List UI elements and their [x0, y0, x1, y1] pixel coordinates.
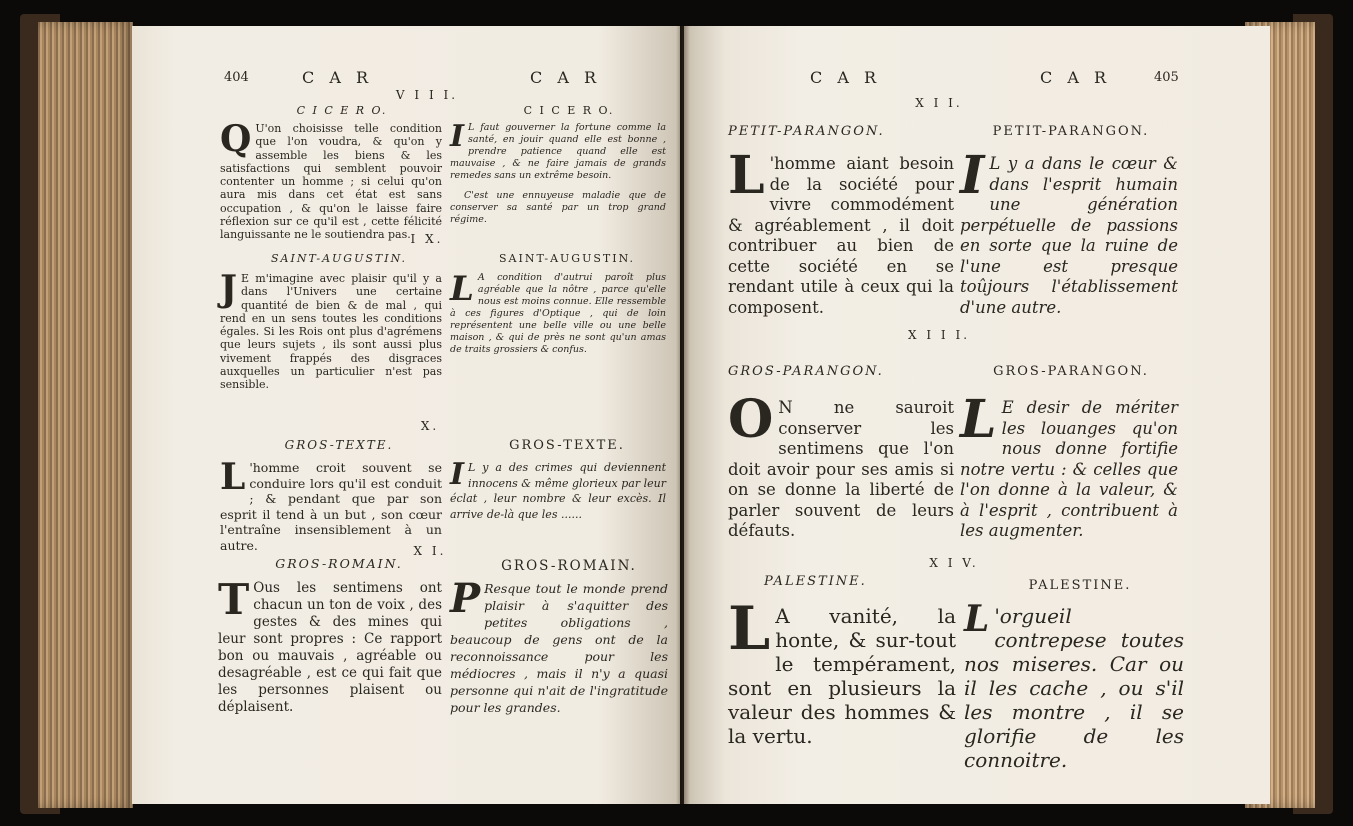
paragraph: Ous les sentimens ont chacun un ton de voix , des gestes & des mines qui leur sont propres : Ce rapport bon ou mauvais , agréable ou desagréable , est ce qui fait que les personnes plaisent ou déplaisent. [218, 580, 442, 715]
running-head-right: C A R [1040, 68, 1112, 87]
paragraph: Resque tout le monde prend plaisir à s'aquitter des petites obligations , beaucoup de gens ont de la reconnoissance pour les médiocres , mais il n'y a quasi personne qui n'ait de l'ingratitude pour les grandes. [450, 581, 668, 715]
section-numeral: I X. [410, 232, 444, 246]
paragraph: N ne sauroit conserver les sentimens que l'on doit avoir pour ses amis si on se donne la liberté de parler souvent de leurs défauts. [728, 398, 954, 540]
drop-cap: J [220, 268, 238, 310]
paragraph: U'on choisisse telle condition que l'on voudra, & qu'on y assemble les biens & les satisfactions qui semblent pouvoir contenter un homme ; si celui qu'on aura mis dans cet état est sans occupation , & qu'on le laisse faire réflexion sur ce qu'il est , cette félicité languissante ne le soutiendra pas. [220, 122, 442, 242]
text-block [728, 594, 956, 748]
page-number: 404 [224, 70, 249, 85]
text-block [960, 389, 1178, 542]
text-block [450, 119, 666, 226]
text-block [218, 575, 442, 716]
section-numeral: X I I I. [907, 328, 971, 342]
drop-cap: I [450, 457, 465, 492]
section-heading-roman: C I C E R O. [523, 104, 615, 117]
section-heading-italic: C I C E R O. [296, 104, 388, 117]
drop-cap: I [960, 145, 985, 206]
section-numeral: X I V. [929, 556, 979, 570]
right-page [684, 26, 1270, 804]
drop-cap: Q [220, 118, 252, 160]
text-block [728, 145, 954, 318]
paragraph: 'orgueil contrepese toutes nos miseres. Car ou il les cache , ou s'il les montre , il se glorifie de les connoitre. [964, 604, 1184, 772]
section-heading-roman: GROS-PARANGON. [993, 364, 1149, 379]
paragraph: 'homme aiant besoin de la société pour vivre commodément & agréablement , il doit contribuer au bien de cette société en se rendant utile à ceux qui la composent. [728, 154, 954, 317]
text-block [960, 145, 1178, 318]
paragraph: E desir de mériter les louanges qu'on nous donne fortifie notre vertu : & celles que l'on donne à la valeur, & à l'esprit , contribuent à les augmenter. [960, 398, 1178, 540]
section-heading-italic: GROS-TEXTE. [284, 438, 394, 452]
paragraph: E m'imagine avec plaisir qu'il y a dans l'Univers une certaine quantité de bien & de mal , qui rend en un sens toutes les conditions égales. Si les Rois ont plus d'agrémens que leurs sujets , ils sont aussi plus vivement frappés des disgraces auxquelles un particulier n'est pas sensible. [220, 272, 442, 392]
drop-cap: O [728, 389, 774, 450]
drop-cap: L [960, 389, 997, 450]
section-heading-italic: PETIT-PARANGON. [728, 124, 885, 139]
text-block [450, 269, 666, 356]
running-head-right: C A R [530, 68, 602, 87]
text-block [964, 598, 1184, 772]
drop-cap: L [728, 145, 765, 206]
section-heading-italic: PALESTINE. [764, 574, 867, 589]
text-block [220, 268, 442, 392]
running-head-left: C A R [302, 68, 374, 87]
paragraph: L faut gouverner la fortune comme la santé, en jouir quand elle est bonne , prendre patience quand elle est mauvaise , & ne faire jamais de grands remedes sans un extrême besoin. [450, 122, 666, 181]
drop-cap: L [450, 269, 474, 309]
page-number: 405 [1154, 70, 1179, 85]
section-heading-roman: SAINT-AUGUSTIN. [499, 252, 635, 265]
section-heading-roman: PALESTINE. [1028, 578, 1132, 593]
section-numeral: X. [420, 419, 440, 433]
running-head-left: C A R [810, 68, 882, 87]
paragraph: L y a des crimes qui deviennent innocens & même glorieux par leur éclat , leur nombre & leur excès. Il arrive de-là que les ...... [450, 461, 666, 521]
text-block [450, 575, 668, 716]
section-numeral: V I I I. [395, 88, 459, 102]
section-heading-roman: PETIT-PARANGON. [992, 124, 1150, 139]
section-numeral: X I. [413, 544, 447, 558]
section-heading-italic: GROS-ROMAIN. [275, 556, 403, 571]
paragraph: A vanité, la honte, & sur-tout le tempérament, sont en plusieurs la valeur des hommes & la vertu. [728, 604, 956, 748]
paragraph: A condition d'autrui paroît plus agréable que la nôtre , parce qu'elle nous est moins connue. Elle ressemble à ces figures d'Optique , qui de loin représentent une belle ville ou une belle maison , & qui de près ne sont qu'un amas de traits grossiers & confus. [450, 272, 666, 355]
left-page [132, 26, 680, 804]
text-block [728, 389, 954, 542]
section-heading-roman: GROS-TEXTE. [509, 438, 625, 453]
text-block [220, 456, 442, 553]
drop-cap: P [450, 575, 481, 622]
text-block [220, 118, 442, 242]
page-edges-left [38, 22, 133, 808]
drop-cap: L [220, 456, 246, 498]
paragraph: 'homme croit souvent se conduire lors qu'il est conduit ; & pendant que par son esprit il tend à un but , son cœur l'entraîne insensiblement à un autre. [220, 460, 442, 553]
drop-cap: T [218, 575, 250, 624]
text-block [450, 457, 666, 522]
section-heading-italic: GROS-PARANGON. [728, 364, 884, 379]
section-heading-italic: SAINT-AUGUSTIN. [271, 252, 407, 265]
section-numeral: X I I. [915, 96, 963, 110]
drop-cap: I [450, 119, 465, 154]
paragraph: C'est une ennuyeuse maladie que de conserver sa santé par un trop grand régime. [450, 190, 666, 225]
drop-cap: L [964, 598, 990, 640]
paragraph: L y a dans le cœur & dans l'esprit humain une génération perpétuelle de passions en sorte que la ruine de l'une est presque toûjours l'établissement d'une autre. [960, 154, 1178, 317]
drop-cap: L [728, 594, 771, 664]
book-gutter [676, 26, 690, 804]
section-heading-roman: GROS-ROMAIN. [501, 558, 637, 574]
